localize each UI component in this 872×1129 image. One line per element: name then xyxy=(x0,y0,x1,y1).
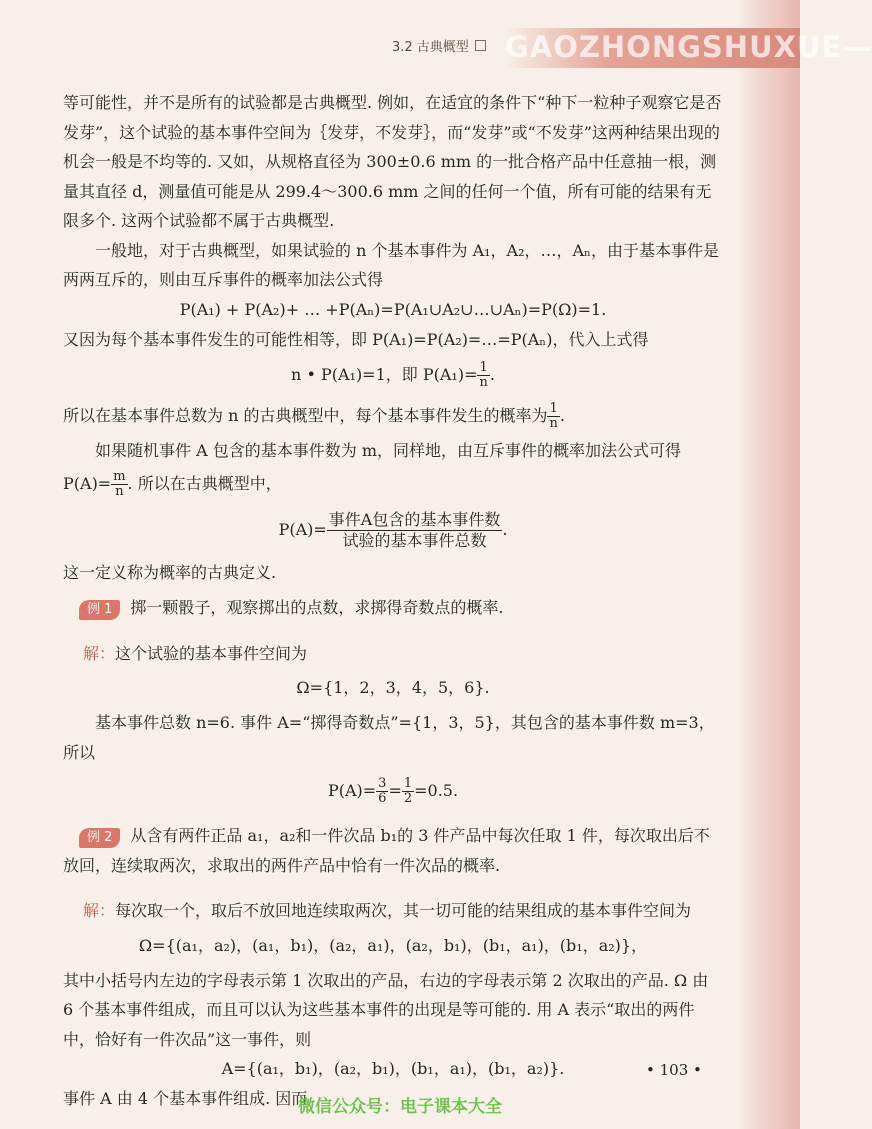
paragraph-1: 等可能性，并不是所有的试验都是古典概型. 例如，在适宜的条件下“种下一粒种子观察它是否发芽”，这个试验的基本事件空间为｛发芽，不发芽｝，而“发芽”或“不发芽”这两种结果出现的机会一般是不均等的. 又如，从规格直径为 300±0.6 mm 的一批合格产品中任意抽一根，测量其直径 d，测量值可能是从 299.4～300.6 mm 之间的任何一个值，所有可能的结果有无限多个. 这两个试验都不属于古典概型. xyxy=(63,93,722,230)
para4-suffix: . xyxy=(559,406,565,425)
equation-5 xyxy=(63,767,723,815)
page-number: • 103 • xyxy=(646,1061,702,1079)
eq3-denominator: 试验的基本事件总数 xyxy=(342,530,487,550)
eq3-fraction xyxy=(327,510,503,551)
solution-1-label: 解： xyxy=(83,643,116,663)
eq5-denominator-2: 2 xyxy=(403,791,413,806)
eq5-fraction-1 xyxy=(376,777,388,806)
solution-1-text: 这个试验的基本事件空间为 xyxy=(115,643,308,663)
paragraph-10: 事件 A 由 4 个基本事件组成. 因而 xyxy=(63,1089,308,1108)
paragraph-4 xyxy=(63,396,723,436)
eq2-denominator: n xyxy=(479,375,488,390)
equation-6: Ω={(a₁，a₂)，(a₁，b₁)，(a₂，a₁)，(a₂，b₁)，(b₁，a₁)，(b₁，a₂)}， xyxy=(138,935,648,955)
equation-2 xyxy=(63,354,723,396)
square-icon xyxy=(475,40,486,51)
paragraph-6 xyxy=(63,466,723,502)
para4-fraction xyxy=(547,402,559,431)
paragraph-9: 其中小括号内左边的字母表示第 1 次取出的产品，右边的字母表示第 2 次取出的产品. Ω 由 6 个基本事件组成，而且可以认为这些基本事件的出现是等可能的. 用 A 表示“取出的两件中，恰好有一件次品”这一事件，则 xyxy=(63,970,709,1049)
eq5-numerator-2: 1 xyxy=(403,776,413,791)
equation-4: Ω={1，2，3，4，5，6}. xyxy=(296,678,490,697)
para6-denominator: n xyxy=(115,483,124,499)
page-content xyxy=(63,88,723,1114)
example-1-text: 掷一颗骰子，观察掷出的点数，求掷得奇数点的概率. xyxy=(130,598,504,617)
solution-2-text: 每次取一个，取后不放回地连续取两次，其一切可能的结果组成的基本事件空间为 xyxy=(115,901,692,920)
eq2-fraction xyxy=(477,361,489,390)
example-2-badge: 例 2 xyxy=(79,828,120,848)
para6-fraction xyxy=(111,470,127,499)
eq5-equals: = xyxy=(388,781,402,800)
section-title: 3.2 古典概型 xyxy=(392,36,486,55)
eq3-suffix: . xyxy=(502,519,508,539)
equation-7: A={(a₁，b₁)，(a₂，b₁)，(b₁，a₁)，(b₁，a₂)}. xyxy=(221,1059,565,1078)
paragraph-3: 又因为每个基本事件发生的可能性相等，即 P(A₁)=P(A₂)=…=P(Aₙ)，代入上式得 xyxy=(63,329,649,349)
paragraph-2: 一般地，对于古典概型，如果试验的 n 个基本事件为 A₁，A₂，…，Aₙ，由于基本事件是两两互斥的，则由互斥事件的概率加法公式得 xyxy=(63,240,719,289)
solution-2-label: 解： xyxy=(83,901,116,920)
footer-watermark: 微信公众号：电子课本大全 xyxy=(298,1097,502,1117)
eq2-numerator: 1 xyxy=(477,361,489,376)
equation-1: P(A₁) + P(A₂)+ … +P(Aₙ)=P(A₁∪A₂∪…∪Aₙ)=P(Ω)=1. xyxy=(179,299,607,319)
solution-2 xyxy=(63,896,723,926)
eq2-suffix: . xyxy=(489,365,495,384)
page-edge-shade xyxy=(738,0,800,1129)
paragraph-5: 如果随机事件 A 包含的基本事件数为 m，同样地，由互斥事件的概率加法公式可得 xyxy=(95,441,681,460)
example-1 xyxy=(63,593,723,623)
para4-denominator: n xyxy=(549,416,558,431)
eq5-suffix: =0.5. xyxy=(414,781,459,800)
eq5-fraction-2 xyxy=(402,777,414,806)
page-header xyxy=(0,28,872,68)
eq5-denominator-1: 6 xyxy=(378,791,387,806)
eq3-numerator: 事件A包含的基本事件数 xyxy=(328,509,501,529)
eq2-prefix: n • P(A₁)=1，即 P(A₁)= xyxy=(291,365,478,384)
eq5-numerator-1: 3 xyxy=(378,776,387,791)
equation-3 xyxy=(63,502,723,558)
example-2 xyxy=(63,821,723,880)
solution-1 xyxy=(63,639,723,669)
para6-prefix: P(A)= xyxy=(63,473,112,493)
header-watermark: GAOZHONGSHUXUE— xyxy=(505,30,872,64)
header-band xyxy=(505,28,872,68)
para6-suffix: . 所以在古典概型中， xyxy=(127,473,282,493)
para4-text: 所以在基本事件总数为 n 的古典概型中，每个基本事件发生的概率为 xyxy=(63,406,548,425)
eq5-prefix: P(A)= xyxy=(327,781,377,800)
para4-numerator: 1 xyxy=(547,402,559,417)
para6-numerator: m xyxy=(113,468,126,484)
example-1-badge: 例 1 xyxy=(79,600,120,620)
eq3-prefix: P(A)= xyxy=(278,519,327,539)
paragraph-7: 这一定义称为概率的古典定义. xyxy=(63,562,277,582)
paragraph-8: 基本事件总数 n=6. 事件 A=“掷得奇数点”={1，3，5}，其包含的基本事件数 m=3，所以 xyxy=(63,713,715,762)
example-2-text: 从含有两件正品 a₁，a₂和一件次品 b₁的 3 件产品中每次任取 1 件，每次取出后不放回，连续取两次，求取出的两件产品中恰有一件次品的概率. xyxy=(63,826,710,875)
